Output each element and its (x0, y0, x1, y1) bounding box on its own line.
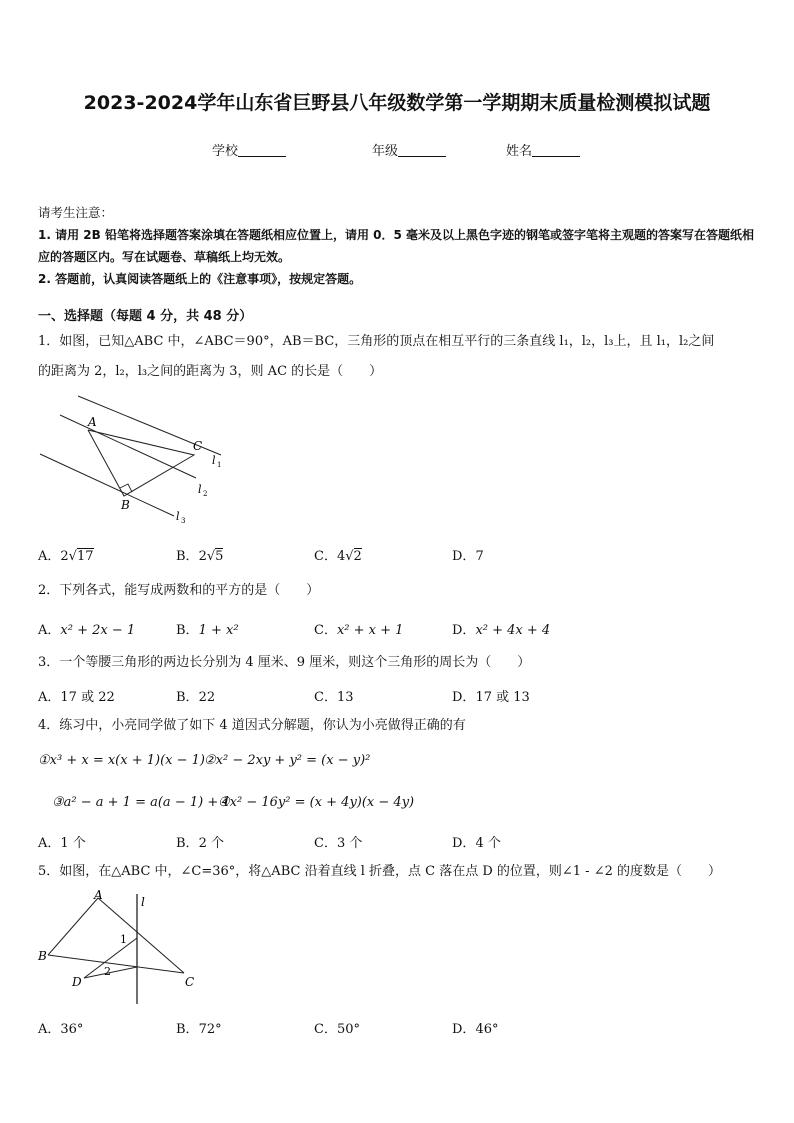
q2-option-c[interactable] (314, 619, 403, 638)
notice-item-1: 1. 请用 2B 铅笔将选择题答案涂填在答题纸相应位置上，请用 0．5 毫米及以上黑色字迹的钢笔或签字笔将主观题的答案写在答题纸相应的答题区内。写在试题卷、草稿纸上均无效。 (38, 228, 754, 264)
option-text: 1 个 (60, 836, 86, 851)
option-text: 4 个 (475, 836, 501, 851)
q5-option-d[interactable] (452, 1018, 498, 1037)
q4-option-d[interactable] (452, 832, 501, 851)
q3-stem: 3．一个等腰三角形的两边长分别为 4 厘米、9 厘米，则这个三角形的周长为（ ） (38, 655, 531, 670)
grade-blank[interactable] (398, 143, 446, 157)
option-text: 46° (475, 1022, 499, 1037)
label-c: C (193, 439, 203, 453)
option-radicand: 2 (353, 549, 362, 564)
option-coefficient: 2 (60, 549, 69, 564)
angle-2-label: 2 (104, 965, 111, 978)
option-label: B． (176, 690, 199, 705)
q1-option-b[interactable] (176, 545, 223, 564)
option-text: 50° (336, 1022, 360, 1037)
label-a: A (88, 415, 97, 429)
page-title: 2023-2024学年山东省巨野县八年级数学第一学期期末质量检测模拟试题 (83, 92, 711, 114)
option-label: D． (452, 690, 476, 705)
label-l2-sub: 2 (203, 490, 208, 498)
option-label: A． (38, 549, 61, 564)
option-text: 36° (60, 1022, 84, 1037)
side-ab (48, 898, 98, 955)
option-text: 72° (198, 1022, 222, 1037)
q2-option-d[interactable] (452, 619, 550, 638)
q4-expr-3: ③a² − a + 1 = a(a − 1) + 1 (52, 795, 231, 810)
q1-stem-line2: 的距离为 2，l₂，l₃之间的距离为 3，则 AC 的长是（ ） (38, 364, 383, 379)
option-radicand: 17 (76, 549, 94, 564)
q1-option-c[interactable] (314, 545, 362, 564)
school-label: 学校 (212, 144, 239, 159)
option-radicand: 5 (215, 549, 224, 564)
q1-figure (36, 392, 236, 528)
q4-option-a[interactable] (38, 832, 86, 851)
option-text: 17 或 13 (475, 690, 530, 705)
name-label: 姓名 (506, 144, 533, 159)
label-l1: l (212, 454, 216, 467)
option-label: D． (452, 623, 476, 638)
label-l1-sub: 1 (217, 461, 222, 469)
q5-figure (36, 890, 206, 1012)
option-label: C． (314, 549, 337, 564)
option-label: B． (176, 623, 199, 638)
label-a: A (94, 890, 103, 902)
label-b: B (121, 498, 130, 512)
sqrt-icon: √ (206, 549, 216, 564)
side-ac (98, 898, 184, 973)
q4-expr-2: ②x² − 2xy + y² = (x − y)² (204, 753, 371, 768)
name-blank[interactable] (532, 143, 580, 157)
option-label: D． (452, 836, 476, 851)
option-label: A． (38, 1022, 61, 1037)
label-l3-sub: 3 (181, 517, 186, 525)
q3-option-b[interactable] (176, 686, 215, 705)
option-label: B． (176, 1022, 199, 1037)
label-l: l (141, 895, 145, 909)
label-d: D (72, 975, 82, 989)
q3-option-c[interactable] (314, 686, 354, 705)
q1-option-d[interactable] (452, 545, 484, 564)
q5-stem: 5．如图，在△ABC 中，∠C=36°，将△ABC 沿着直线 l 折叠，点 C 落在点 D 的位置，则∠1 - ∠2 的度数是（ ） (38, 864, 722, 879)
q4-option-c[interactable] (314, 832, 362, 851)
label-c: C (185, 975, 195, 989)
school-blank[interactable] (238, 143, 286, 157)
right-angle-mark (120, 484, 132, 492)
option-label: D． (452, 1022, 476, 1037)
option-label: C． (314, 623, 337, 638)
q3-option-d[interactable] (452, 686, 530, 705)
option-text: 3 个 (336, 836, 363, 851)
option-text: x² + x + 1 (336, 623, 404, 638)
name-field[interactable] (506, 140, 580, 159)
q4-option-b[interactable] (176, 832, 224, 851)
q4-expr-1: ①x³ + x = x(x + 1)(x − 1) (38, 753, 205, 768)
q2-option-b[interactable] (176, 619, 239, 638)
option-label: C． (314, 1022, 337, 1037)
q5-option-a[interactable] (38, 1018, 83, 1037)
q2-option-a[interactable] (38, 619, 135, 638)
option-text: 17 或 22 (60, 690, 115, 705)
angle-1-label: 1 (120, 933, 127, 946)
option-coefficient: 4 (336, 549, 346, 564)
option-text: 13 (336, 690, 354, 705)
triangle-abc (88, 430, 194, 496)
q1-option-a[interactable] (38, 545, 94, 564)
section-heading: 一、选择题（每题 4 分，共 48 分） (38, 309, 253, 324)
sqrt-icon: √ (345, 549, 354, 564)
line-l3 (40, 454, 174, 516)
question-1 (38, 327, 763, 387)
notice-block (38, 202, 763, 290)
option-text: x² + 4x + 4 (475, 623, 551, 638)
option-label: B． (176, 836, 199, 851)
grade-field[interactable] (372, 140, 446, 159)
side-bc (48, 955, 184, 973)
line-l2 (60, 415, 196, 478)
q5-option-b[interactable] (176, 1018, 222, 1037)
option-coefficient: 2 (198, 549, 207, 564)
option-text: 22 (198, 690, 216, 705)
q3-option-a[interactable] (38, 686, 115, 705)
label-b: B (38, 949, 47, 963)
q2-stem: 2．下列各式，能写成两数和的平方的是（ ） (38, 583, 320, 598)
option-label: B． (176, 549, 199, 564)
q5-option-c[interactable] (314, 1018, 360, 1037)
school-field[interactable] (212, 140, 286, 159)
option-label: C． (314, 836, 337, 851)
label-l2: l (198, 483, 202, 496)
option-label: A． (38, 690, 61, 705)
notice-heading: 请考生注意： (38, 205, 114, 220)
option-label: D． (452, 549, 476, 564)
grade-label: 年级 (372, 144, 399, 159)
option-label: A． (38, 836, 61, 851)
option-text: 1 + x² (198, 623, 239, 638)
q4-stem: 4．练习中，小亮同学做了如下 4 道因式分解题，你认为小亮做得正确的有 (38, 718, 466, 733)
option-text: 2 个 (198, 836, 224, 851)
q4-expr-4: ④x² − 16y² = (x + 4y)(x − 4y) (218, 795, 415, 810)
option-label: A． (38, 623, 61, 638)
notice-item-2: 2. 答题前，认真阅读答题纸上的《注意事项》，按规定答题。 (38, 272, 362, 286)
option-text: x² + 2x − 1 (60, 623, 136, 638)
option-value: 7 (475, 549, 484, 564)
label-l3: l (176, 510, 180, 523)
sqrt-icon: √ (68, 549, 77, 564)
q1-stem-line1: 1．如图，已知△ABC 中，∠ABC＝90°，AB＝BC，三角形的顶点在相互平行的三条直线 l₁，l₂，l₃上，且 l₁，l₂之间 (38, 334, 715, 349)
option-label: C． (314, 690, 337, 705)
